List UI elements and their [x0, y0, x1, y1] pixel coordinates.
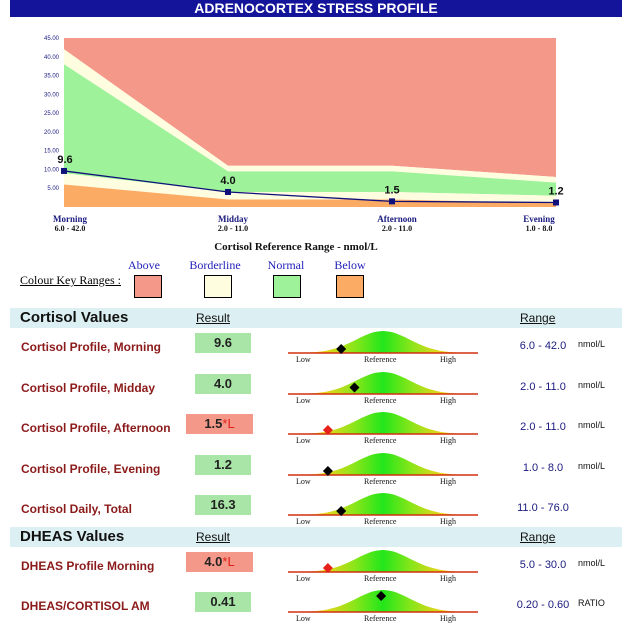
gauge-low-label: Low [296, 574, 311, 583]
gauge-low-label: Low [296, 355, 311, 364]
gauge-curve [288, 412, 478, 434]
gauge-curve [288, 550, 478, 572]
y-tick-label: 5.00 [47, 186, 59, 193]
reference-range: 2.0 - 11.0 [520, 421, 566, 433]
gauge-low-label: Low [296, 436, 311, 445]
y-tick-label: 25.00 [43, 111, 59, 118]
result-value [195, 333, 251, 353]
result-value [195, 374, 251, 394]
test-name: DHEAS Profile Morning [21, 559, 155, 573]
x-category-label: Evening [523, 214, 555, 224]
y-tick-label: 10.00 [43, 167, 59, 174]
reference-gauge [278, 588, 488, 624]
y-tick-label: 45.00 [43, 36, 59, 42]
series-point [225, 189, 231, 195]
gauge-high-label: High [440, 355, 456, 364]
test-name: DHEAS/CORTISOL AM [21, 599, 150, 613]
gauge-high-label: High [440, 614, 456, 623]
test-name: Cortisol Profile, Midday [21, 380, 156, 395]
reference-gauge [278, 410, 488, 446]
colour-key-normal-label: Normal [267, 258, 305, 272]
y-tick-label: 20.00 [43, 129, 59, 136]
series-data-label: 1.5 [384, 184, 400, 197]
gauge-curve [288, 372, 478, 394]
result-number: 0.41 [210, 594, 236, 609]
reference-range: 1.0 - 8.0 [522, 461, 564, 474]
gauge-reference-label: Reference [364, 614, 397, 623]
series-data-label: 9.6 [57, 153, 73, 166]
result-row [10, 408, 622, 448]
gauge-high-label: High [440, 574, 456, 583]
test-name: Cortisol Daily, Total [21, 502, 132, 516]
result-value [186, 552, 253, 572]
cortisol-section-header [10, 308, 622, 328]
result-flag: *L [222, 554, 235, 569]
colour-key-label: Colour Key Ranges : [20, 273, 121, 287]
test-name: Cortisol Profile, Afternoon [21, 421, 171, 435]
dheas-range-header: Range [520, 530, 556, 544]
gauge-reference-label: Reference [364, 436, 397, 445]
test-name: Cortisol Profile, Evening [21, 461, 161, 476]
gauge-reference-label: Reference [364, 517, 397, 526]
colour-key-above-swatch [134, 275, 162, 298]
reference-range: 11.0 - 76.0 [517, 502, 569, 514]
x-category-label: Midday [217, 214, 249, 224]
reference-range: 6.0 - 42.0 [519, 340, 567, 352]
test-name: Cortisol Profile, Morning [21, 340, 161, 354]
gauge-curve [288, 331, 478, 353]
result-number: 4.0 [213, 375, 233, 391]
gauge-high-label: High [440, 517, 456, 526]
gauge-reference-label: Reference [364, 395, 397, 405]
y-tick-label: 35.00 [43, 73, 59, 80]
series-data-label: 4.0 [220, 174, 236, 187]
result-row [10, 546, 622, 586]
series-point [389, 198, 395, 204]
gauge-reference-label: Reference [364, 355, 397, 364]
result-unit: nmol/L [578, 420, 606, 430]
series-point [61, 168, 67, 174]
result-number: 1.2 [213, 456, 233, 472]
result-unit: RATIO [578, 598, 605, 608]
x-category-range: 2.0 - 11.0 [217, 224, 249, 233]
colour-key [20, 256, 420, 300]
gauge-high-label: High [440, 395, 456, 405]
gauge-curve [288, 493, 478, 515]
cortisol-range-header: Range [520, 311, 556, 325]
result-row [10, 368, 622, 408]
result-unit: nmol/L [578, 558, 606, 568]
gauge-high-label: High [440, 476, 456, 486]
x-category-range: 6.0 - 42.0 [54, 224, 86, 233]
colour-key-below-swatch [336, 275, 364, 298]
dheas-section-title: DHEAS Values [20, 528, 125, 545]
result-row [10, 327, 622, 367]
colour-key-below-label: Below [334, 258, 366, 272]
reference-gauge [278, 491, 488, 527]
x-category-label: Morning [52, 214, 88, 224]
y-tick-label: 40.00 [43, 54, 59, 61]
result-flag: *L [222, 416, 235, 431]
gauge-curve [288, 453, 478, 475]
result-row [10, 449, 622, 489]
colour-key-borderline-label: Borderline [189, 258, 241, 272]
dheas-section-header [10, 527, 622, 547]
result-row [10, 586, 622, 626]
result-number: 16.3 [210, 497, 236, 512]
result-unit: nmol/L [578, 339, 606, 349]
x-category-range: 1.0 - 8.0 [525, 224, 553, 233]
result-number: 4.0 [204, 554, 223, 569]
result-value [195, 455, 251, 475]
reference-gauge [278, 548, 488, 584]
x-category-label: Afternoon [377, 214, 417, 224]
colour-key-above-label: Above [128, 258, 160, 272]
cortisol-area-chart [0, 20, 638, 255]
cortisol-result-header: Result [196, 311, 231, 325]
result-row [10, 489, 622, 529]
reference-gauge [278, 451, 488, 487]
gauge-high-label: High [440, 436, 456, 445]
gauge-low-label: Low [296, 614, 311, 623]
gauge-reference-label: Reference [364, 476, 397, 486]
colour-key-borderline-swatch [204, 275, 232, 298]
y-tick-label: 15.00 [43, 148, 59, 155]
reference-gauge [278, 370, 488, 406]
x-axis-title: Cortisol Reference Range - nmol/L [214, 241, 378, 253]
dheas-result-header: Result [196, 530, 231, 544]
result-unit: nmol/L [578, 460, 606, 471]
result-value [186, 414, 253, 434]
gauge-reference-label: Reference [364, 574, 397, 583]
gauge-low-label: Low [296, 517, 311, 526]
reference-gauge [278, 329, 488, 365]
series-data-label: 1.2 [548, 185, 564, 198]
gauge-low-label: Low [296, 395, 311, 405]
reference-range: 5.0 - 30.0 [519, 559, 567, 571]
result-number: 1.5 [204, 416, 223, 431]
result-unit: nmol/L [578, 379, 606, 390]
result-value [195, 592, 251, 612]
report-title: ADRENOCORTEX STRESS PROFILE [10, 0, 622, 17]
reference-range: 0.20 - 0.60 [516, 599, 570, 611]
result-number: 9.6 [213, 335, 233, 350]
colour-key-normal-swatch [273, 275, 301, 298]
y-tick-label: 30.00 [43, 92, 59, 99]
result-value [195, 495, 251, 515]
cortisol-section-title: Cortisol Values [20, 309, 129, 326]
series-point [553, 199, 559, 205]
x-category-range: 2.0 - 11.0 [381, 224, 413, 233]
reference-range: 2.0 - 11.0 [520, 380, 566, 393]
gauge-low-label: Low [296, 476, 311, 486]
